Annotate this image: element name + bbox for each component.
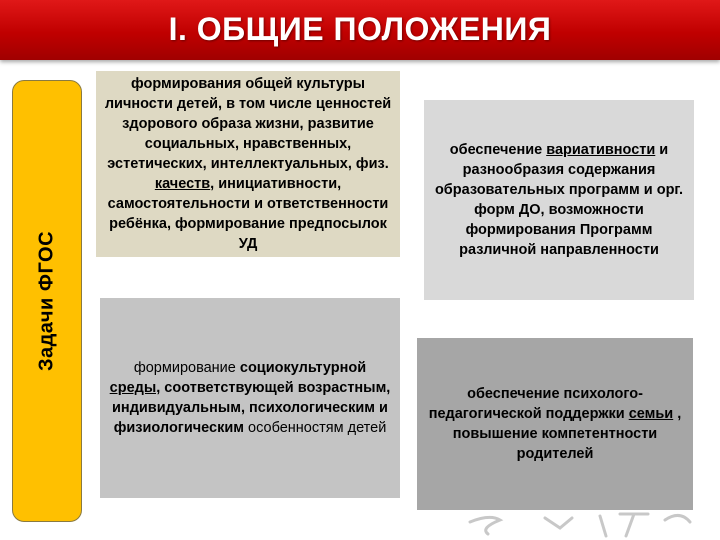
page-title: I. ОБЩИЕ ПОЛОЖЕНИЯ — [168, 11, 552, 47]
task-box-environment-keyword-2: среды, — [109, 380, 161, 396]
task-box-family-text-1: обеспечение психолого-педагогической поддержки — [428, 386, 643, 422]
task-box-environment — [100, 298, 400, 498]
task-box-environment-keyword-1: социокультурной — [239, 360, 367, 376]
task-box-family — [417, 338, 693, 510]
task-box-variability — [424, 100, 694, 300]
task-box-culture-text — [102, 74, 394, 254]
decorative-strokes — [450, 500, 720, 540]
task-box-environment-text-3: особенностям детей — [244, 420, 387, 436]
task-box-family-keyword: семьи — [628, 406, 674, 422]
task-box-culture-keyword: качеств — [154, 176, 211, 192]
task-box-family-text — [425, 384, 685, 464]
task-box-culture-text-1: формирования общей культуры личности детей, в том числе ценностей здорового образа жизни, развитие социальных, нравственных, эстетических, интеллектуальных, физ. — [104, 76, 392, 172]
task-box-environment-text — [108, 358, 392, 438]
task-box-environment-text-1: формирование — [133, 360, 240, 376]
task-box-variability-keyword: вариативности — [546, 142, 656, 158]
task-box-variability-text-2: и разнообразия содержания образовательных программ и орг. форм ДО, возможности формирования Программ различной направленности — [434, 142, 684, 258]
task-box-variability-text-1: обеспечение — [449, 142, 547, 158]
side-label: Задачи ФГОС — [35, 230, 58, 372]
side-label-panel — [12, 80, 82, 522]
task-box-culture — [96, 71, 400, 257]
task-box-culture-text-2: , инициативности, самостоятельности и ответственности ребёнка, формирование предпосылок УД — [107, 176, 389, 252]
task-box-variability-text — [432, 140, 686, 260]
task-box-family-text-2: , повышение компетентности родителей — [452, 406, 682, 462]
task-box-environment-text-2: соответствующей возрастным, индивидуальным, психологическим и физиологическим — [112, 380, 391, 436]
